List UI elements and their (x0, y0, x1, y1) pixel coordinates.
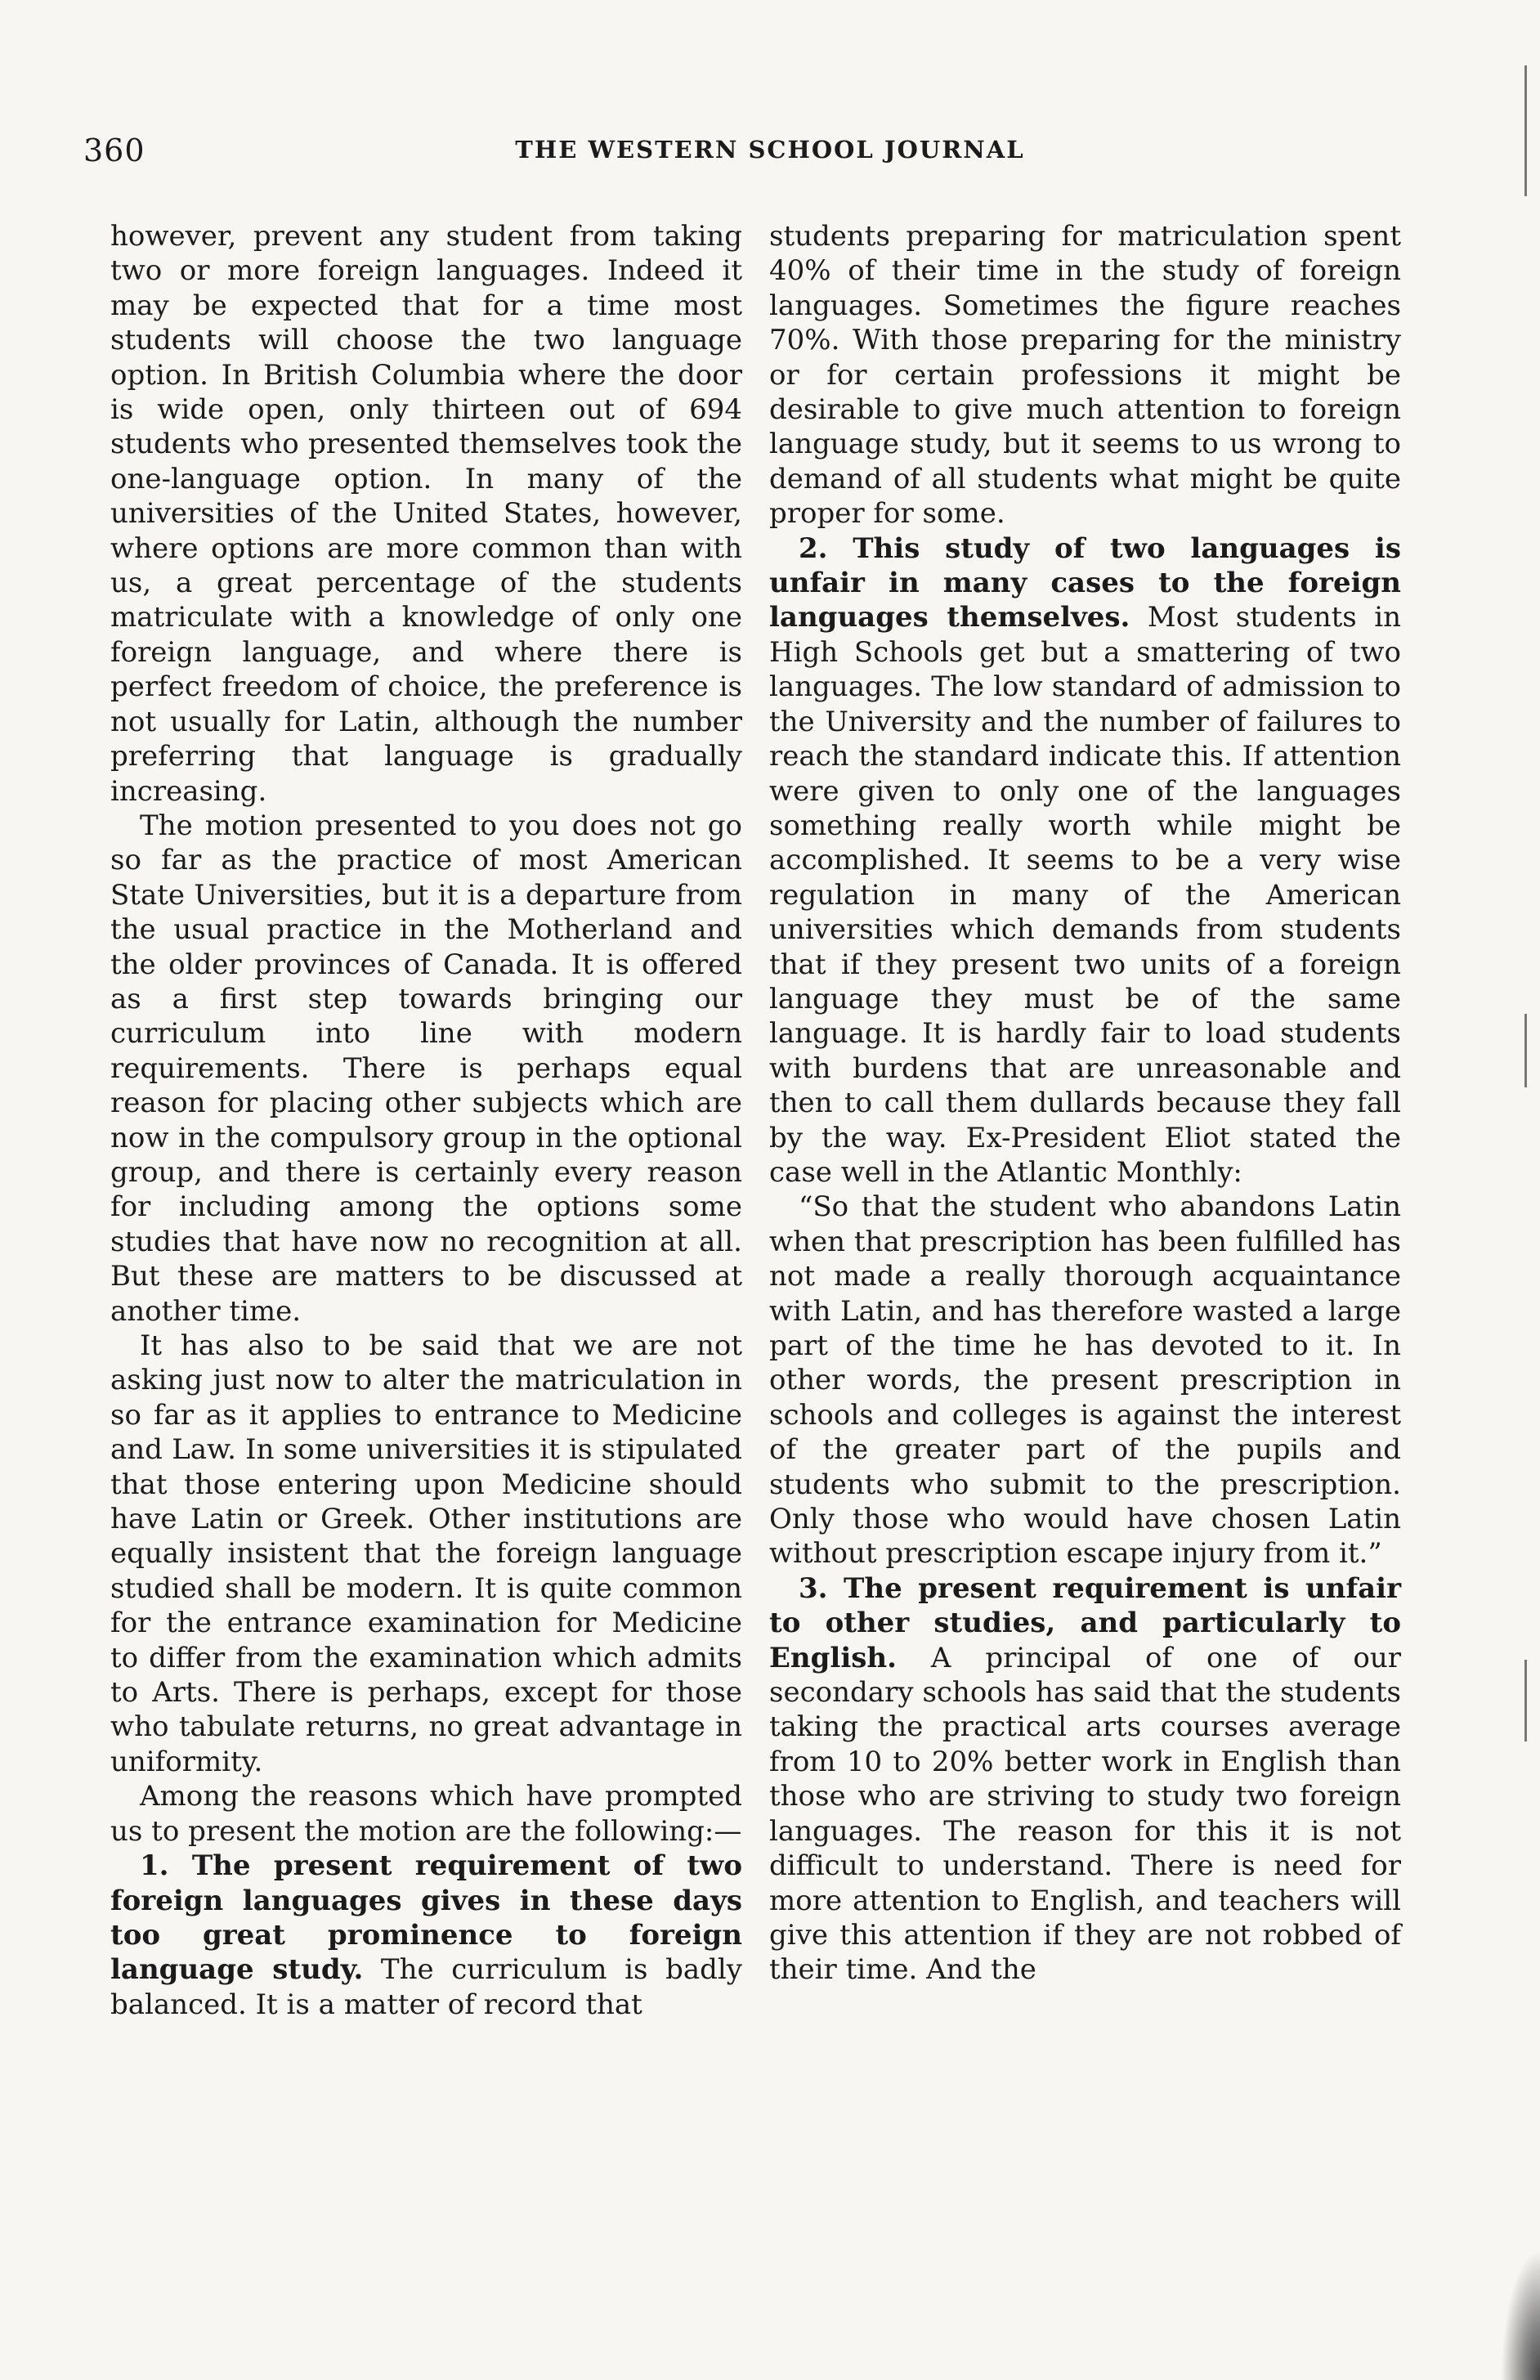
running-title: THE WESTERN SCHOOL JOURNAL (515, 136, 1025, 164)
reason-1-body: The curriculum is badly balanced. It is a matter of record that (110, 1953, 742, 2021)
scan-edge-mark (1524, 1014, 1527, 1087)
page-number: 360 (83, 132, 145, 168)
left-paragraph-2: The motion presented to you does not go so far as the practice of most American State Universities, but it is a departure from the usual practice in the Motherland and the older provinces of Canada. It is offered as a first step towards bringing our curriculum into line with modern requirements. There is perhaps equal reason for placing other subjects which are now in the compulsory group in the optional group, and there is certainly every reason for including among the options some studies that have now no recognition at all. But these are matters to be discussed at another time. (110, 809, 742, 1328)
scan-edge-mark (1524, 1660, 1527, 1741)
reason-3-paragraph (769, 1571, 1401, 1988)
reason-3-body: A principal of one of our secondary schools has said that the students taking the practical arts courses average from 10 to 20% better work in English than those who are striving to study two foreign languages. The reason for this it is not difficult to understand. There is need for more attention to English, and teachers will give this attention if they are not robbed of their time. And the (769, 1641, 1401, 1987)
scan-corner-blot (1501, 2249, 1540, 2380)
scan-edge-mark (1524, 65, 1527, 196)
left-paragraph-3: It has also to be said that we are not asking just now to alter the matriculation in so far as it applies to entrance to Medicine and Law. In some universities it is stipulated that those entering upon Medicine should have Latin or Greek. Other institutions are equally insistent that the foreign language studied shall be modern. It is quite common for the entrance examination for Medicine to differ from the examination which admits to Arts. There is perhaps, except for those who tabulate returns, no great advantage in uniformity. (110, 1329, 742, 1778)
reason-1-paragraph (110, 1849, 742, 2022)
right-paragraph-1: students preparing for matriculation spent 40% of their time in the study of foreign languages. Sometimes the figure reaches 70%. With those preparing for the ministry or for certain professions it might be desirable to give much attention to foreign language study, but it seems to us wrong to demand of all students what might be quite proper for some. (769, 220, 1401, 531)
reason-1-heading: 1. The present requirement of two foreign languages gives in these days too great prominence to foreign language study. (110, 1849, 742, 1987)
reason-2-body: Most students in High Schools get but a smattering of two languages. The low standard of admission to the University and the number of failures to reach the standard indicate this. If attention were given to only one of the languages something really worth while might be accomplished. It seems to be a very wise regulation in many of the American universities which demands from students that if they present two units of a foreign language they must be of the same language. It is hardly fair to load students with burdens that are unreasonable and then to call them dullards because they fall by the way. Ex-President Eliot stated the case well in the Atlantic Monthly: (769, 601, 1401, 1189)
reason-3-heading: 3. The present requirement is unfair to other studies, and particularly to English. (769, 1571, 1401, 1674)
left-paragraph-4: Among the reasons which have prompted us to present the motion are the following:— (110, 1780, 742, 1848)
reason-2-paragraph (769, 531, 1401, 1190)
reason-2-heading: 2. This study of two languages is unfair in many cases to the foreign languages themselves. (769, 531, 1401, 634)
left-column (110, 219, 742, 2022)
left-paragraph-1: however, prevent any student from taking two or more foreign languages. Indeed it may be expected that for a time most students will choose the two language option. In British Columbia where the door is wide open, only thirteen out of 694 students who presented themselves took the one-language option. In many of the universities of the United States, however, where options are more common than with us, a great percentage of the students matriculate with a knowledge of only one foreign language, and where there is perfect freedom of choice, the preference is not usually for Latin, although the number preferring that language is gradually increasing. (110, 220, 742, 808)
eliot-quotation: “So that the student who abandons Latin when that prescription has been fulfilled has not made a really thorough acquaintance with Latin, and has therefore wasted a large part of the time he has devoted to it. In other words, the present prescription in schools and colleges is against the interest of the greater part of the pupils and students who submit to the prescription. Only those who would have chosen Latin without prescription escape injury from it.” (769, 1190, 1401, 1571)
right-column (769, 219, 1401, 1988)
